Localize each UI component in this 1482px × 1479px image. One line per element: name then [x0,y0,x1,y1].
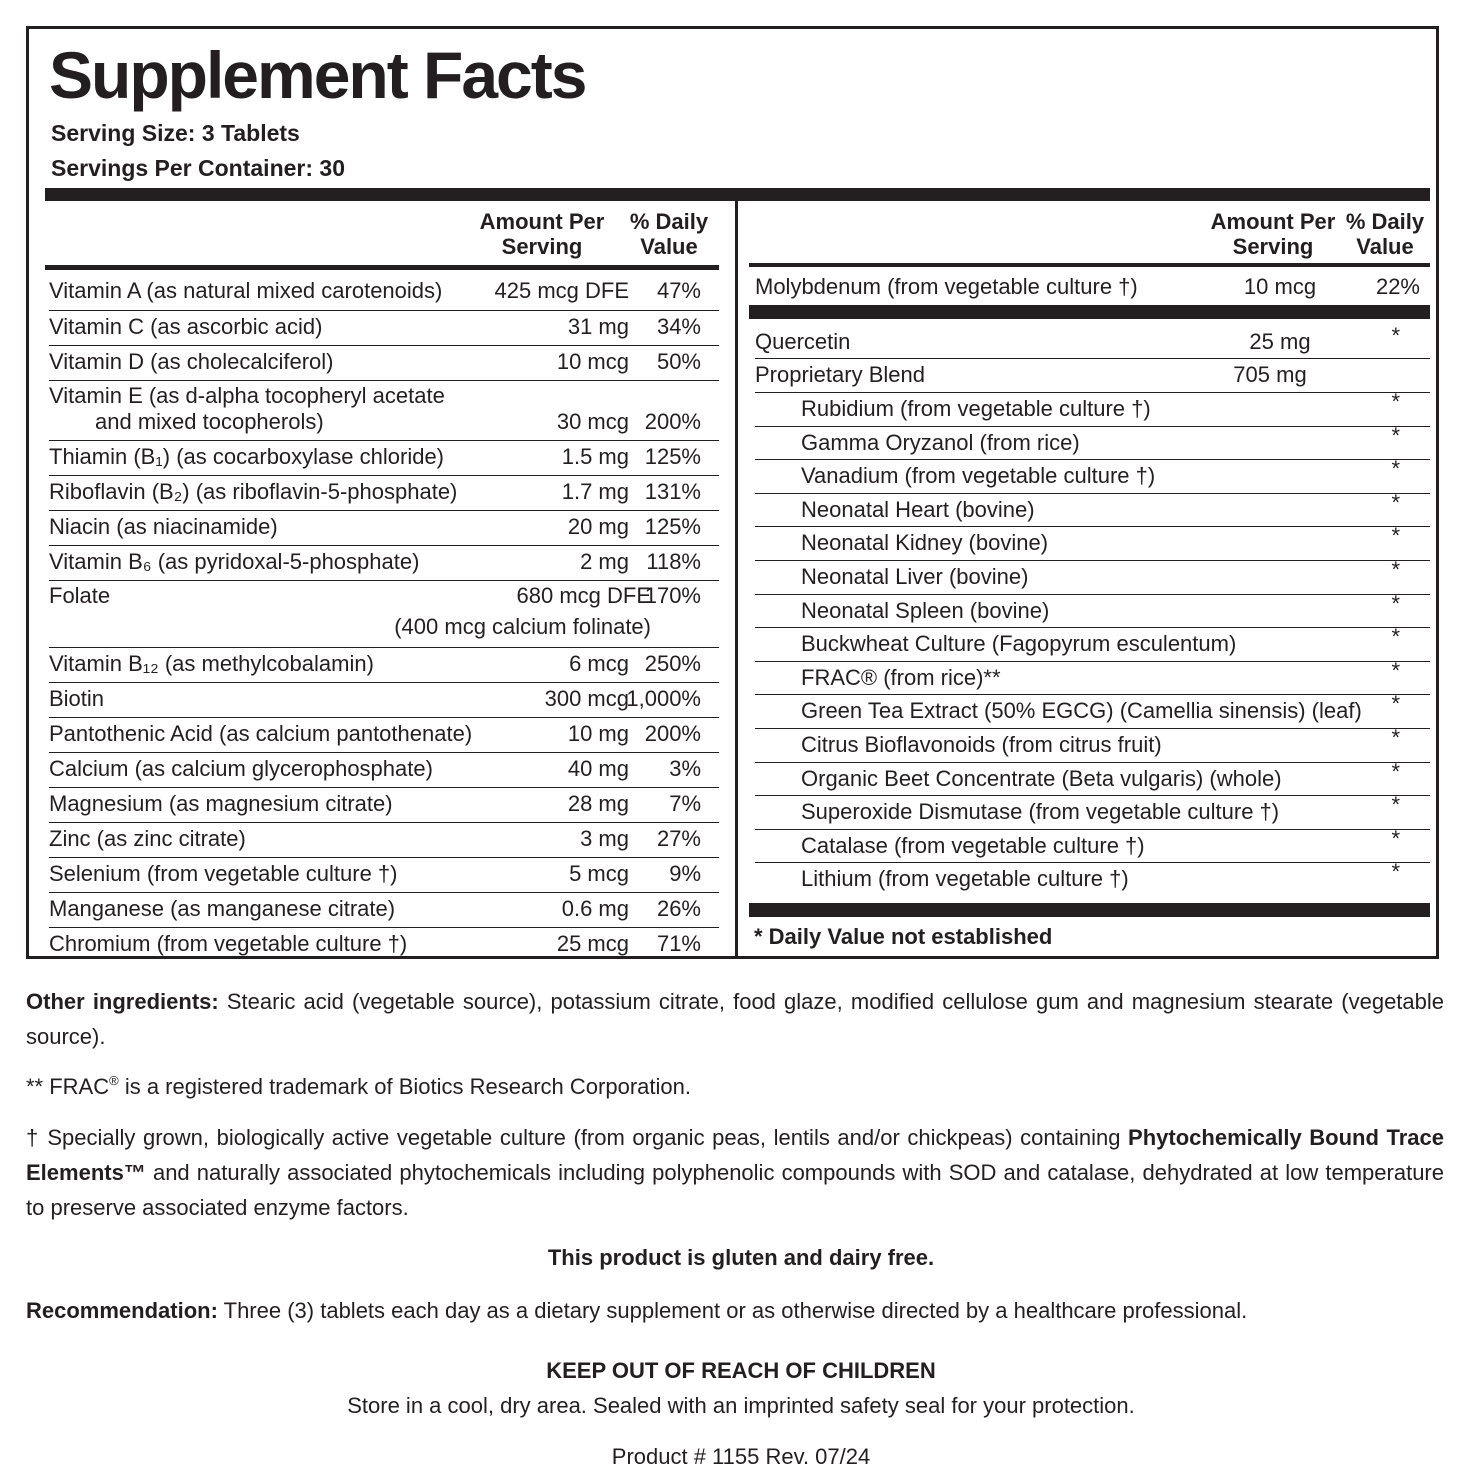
nutrient-name: Thiamin (B₁) (as cocarboxylase chloride) [49,444,445,469]
other-ingredients [26,984,1444,1054]
nutrient-daily-value: 27% [656,826,701,851]
column-divider [735,201,738,959]
daily-value-asterisk: * [1391,725,1400,750]
nutrient-name: Vitamin A (as natural mixed carotenoids) [49,278,443,303]
ingredient-name: FRAC® (from rice)** [801,664,1001,690]
other-ingredients-label: Other ingredients: [26,989,219,1014]
nutrient-amount: 1.7 mg [561,479,629,504]
nutrient-amount: 300 mcg [544,686,629,711]
nutrient-name: Selenium (from vegetable culture †) [49,861,398,886]
right-middle-rule [749,305,1430,319]
nutrient-row [49,275,719,311]
daily-value-asterisk: * [1391,456,1400,482]
ingredient-row [755,590,1430,629]
ingredient-name: Neonatal Kidney (bovine) [801,530,1049,556]
vegetable-culture-note [26,1120,1444,1225]
nutrient-amount: 20 mg [567,514,629,539]
right-amount-header [1203,209,1343,259]
daily-value-asterisk: * [1391,523,1400,549]
nutrient-name: Riboflavin (B₂) (as riboflavin-5-phosphate) [49,479,458,504]
ingredient-row [755,523,1430,561]
servings-per-container: Servings Per Container: 30 [51,155,345,181]
ingredient-name: Citrus Bioflavonoids (from citrus fruit) [801,732,1162,757]
nutrient-daily-value: 47% [656,278,701,303]
frac-trademark-note [26,1069,1444,1104]
header-line: % Daily [629,209,709,234]
nutrient-daily-value: 118% [646,549,701,574]
recommendation [26,1293,1444,1328]
culture-note-end: and naturally associated phytochemicals including polyphenolic compounds with SOD and catalase, dehydrated at low temperature to preserve associated enzyme factors. [26,1160,1444,1220]
nutrient-row [49,346,719,381]
nutrient-daily-value: 26% [656,896,701,921]
ingredient-row [755,859,1430,897]
nutrient-daily-value: 125% [644,514,701,539]
nutrient-daily-value: 125% [644,444,701,469]
nutrient-amount: 0.6 mg [561,896,629,921]
nutrient-row [49,683,719,718]
nutrient-daily-value: 9% [669,861,701,886]
nutrient-daily-value: 71% [656,931,701,956]
ingredient-name: Neonatal Liver (bovine) [801,564,1029,589]
ingredient-amount: 25 mg [1249,329,1311,354]
ingredient-name: Organic Beet Concentrate (Beta vulgaris) (whole) [801,765,1282,791]
left-header-rule [45,265,719,270]
nutrient-name: Magnesium (as magnesium citrate) [49,791,393,816]
ingredient-row [755,624,1430,662]
header-line: % Daily [1345,209,1425,234]
nutrient-row [49,858,719,893]
left-daily-value-header [619,209,719,259]
top-thick-rule [45,188,1430,201]
nutrient-name: Vitamin B₆ (as pyridoxal-5-phosphate) [49,549,420,574]
right-bottom-rule [749,903,1430,917]
ingredient-row [755,359,1430,393]
ingredient-name: Proprietary Blend [755,362,925,387]
nutrient-row [49,823,719,858]
nutrient-daily-value: 200% [644,721,701,746]
nutrient-name: Calcium (as calcium glycerophosphate) [49,756,433,781]
right-header-rule [749,263,1430,267]
frac-note-start: ** FRAC [26,1074,110,1099]
nutrient-name: Chromium (from vegetable culture †) [49,931,408,956]
ingredient-name: Buckwheat Culture (Fagopyrum esculentum) [801,631,1237,657]
panel-title: Supplement Facts [49,38,586,112]
nutrient-daily-value: 7% [669,791,701,816]
nutrient-amount: 28 mg [567,791,629,816]
nutrient-name: Vitamin C (as ascorbic acid) [49,314,323,339]
nutrient-name: Vitamin D (as cholecalciferol) [49,349,334,374]
nutrient-row [49,511,719,546]
daily-value-asterisk: * [1391,657,1400,683]
nutrient-amount: 3 mg [580,826,629,851]
ingredient-row [755,422,1430,461]
daily-value-footnote: * Daily Value not established [754,924,1053,949]
ingredient-row [755,758,1430,797]
nutrient-row [49,788,719,823]
molybdenum-row [755,273,1430,305]
nutrient-amount: 40 mg [567,756,629,781]
daily-value-asterisk: * [1391,389,1400,414]
nutrient-name: Biotin [49,686,105,711]
folate-source: (400 mcg calcium folinate) [394,614,651,639]
ingredient-name: Gamma Oryzanol (from rice) [801,429,1080,455]
ingredient-name: Quercetin [755,329,851,354]
ingredient-name: Lithium (from vegetable culture †) [801,866,1129,892]
daily-value-asterisk: * [1391,825,1400,851]
header-line: Amount Per [1210,209,1336,234]
nutrient-row [49,311,719,346]
supplement-facts-panel [26,26,1439,959]
ingredient-amount: 705 mg [1233,362,1307,387]
nutrient-amount: 6 mcg [569,651,629,676]
storage-instructions: Store in a cool, dry area. Sealed with an imprinted safety seal for your protection. [347,1393,1135,1418]
ingredient-name: Catalase (from vegetable culture †) [801,832,1145,858]
daily-value-asterisk: * [1391,323,1400,348]
nutrient-row [49,546,719,581]
ingredient-name: Vanadium (from vegetable culture †) [801,463,1156,489]
nutrient-name: Vitamin E (as d-alpha tocopheryl acetate [49,383,445,408]
nutrient-row [49,381,719,441]
nutrient-name: Niacin (as niacinamide) [49,514,278,539]
daily-value-asterisk: * [1391,758,1400,784]
nutrient-row [49,928,719,960]
nutrient-row [49,476,719,511]
product-number: Product # 1155 Rev. 07/24 [611,1444,871,1469]
ingredient-row [755,657,1430,696]
ingredient-row [755,725,1430,763]
header-line: Amount Per [479,209,605,234]
nutrient-amount: 10 mg [567,721,629,746]
nutrient-amount: 425 mcg DFE [494,278,629,303]
ingredient-row [755,389,1430,427]
nutrient-amount: 30 mcg [556,409,629,434]
daily-value-asterisk: * [1391,859,1400,885]
daily-value-asterisk: * [1391,557,1400,582]
nutrient-daily-value: 131% [644,479,701,504]
nutrient-name: Pantothenic Acid (as calcium pantothenate) [49,721,473,746]
nutrient-name: Molybdenum (from vegetable culture †) [755,274,1138,299]
nutrient-row [49,648,719,683]
culture-note-start: † Specially grown, biologically active vegetable culture (from organic peas, lentils and/or chickpeas) containing [26,1125,1129,1150]
nutrient-daily-value: 22% [1375,274,1420,299]
ingredient-row [755,456,1430,494]
ingredient-name: Rubidium (from vegetable culture †) [801,396,1151,421]
ingredient-name: Neonatal Spleen (bovine) [801,597,1050,623]
serving-size: Serving Size: 3 Tablets [51,120,300,146]
nutrient-row [49,581,719,648]
daily-value-asterisk: * [1391,691,1400,717]
gluten-dairy-free-note: This product is gluten and dairy free. [547,1245,935,1270]
nutrient-name: Folate [49,583,111,608]
ingredient-row [755,691,1430,729]
nutrient-daily-value: 170% [644,583,701,608]
daily-value-asterisk: * [1391,489,1400,515]
nutrient-amount: 25 mcg [556,931,629,956]
header-line: Value [1356,234,1414,259]
recommendation-label: Recommendation: [26,1298,218,1323]
ingredient-row [755,792,1430,830]
header-line: Value [640,234,698,259]
ingredient-row [755,323,1430,359]
nutrient-amount: 680 mcg DFE [516,583,651,608]
child-warning: KEEP OUT OF REACH OF CHILDREN [546,1358,936,1383]
frac-note-end: is a registered trademark of Biotics Research Corporation. [118,1074,691,1099]
nutrient-row [49,441,719,476]
nutrient-daily-value: 250% [644,651,701,676]
right-daily-value-header [1335,209,1435,259]
ingredient-name: Superoxide Dismutase (from vegetable culture †) [801,799,1280,825]
nutrient-row [49,893,719,928]
header-line: Serving [501,234,583,259]
registered-mark: ® [109,1073,119,1088]
recommendation-text: Three (3) tablets each day as a dietary supplement or as otherwise directed by a healthcare professional. [217,1298,1248,1323]
nutrient-daily-value: 200% [644,409,701,434]
nutrient-name: Vitamin B₁₂ (as methylcobalamin) [49,651,374,676]
nutrient-daily-value: 50% [656,349,701,374]
nutrient-amount: 10 mcg [556,349,629,374]
ingredient-name: Neonatal Heart (bovine) [801,496,1035,522]
nutrient-amount: 5 mcg [569,861,629,886]
ingredient-row [755,489,1430,528]
other-ingredients-text: Stearic acid (vegetable source), potassium citrate, food glaze, modified cellulose gum and magnesium stearate (vegetable source). [26,989,1445,1049]
daily-value-asterisk: * [1391,792,1400,818]
nutrient-amount: 31 mg [567,314,629,339]
nutrient-daily-value: 1,000% [626,686,701,711]
culture-note-bold: Phytochemically Bound Trace Elements™ [26,1125,1444,1185]
nutrient-name-continued: and mixed tocopherols) [95,409,324,434]
nutrient-amount: 1.5 mg [561,444,629,469]
nutrient-row [49,753,719,788]
nutrient-daily-value: 34% [656,314,701,339]
header-line: Serving [1232,234,1314,259]
nutrient-amount: 10 mcg [1243,274,1317,299]
nutrient-amount: 2 mg [580,549,629,574]
nutrient-daily-value: 3% [669,756,701,781]
nutrient-name: Zinc (as zinc citrate) [49,826,246,851]
nutrient-name: Manganese (as manganese citrate) [49,896,396,921]
left-amount-header [472,209,612,259]
ingredient-name: Green Tea Extract (50% EGCG) (Camellia sinensis) (leaf) [801,698,1362,724]
ingredient-row [755,557,1430,595]
daily-value-asterisk: * [1391,624,1400,650]
daily-value-asterisk: * [1391,422,1400,448]
nutrient-row [49,718,719,753]
daily-value-asterisk: * [1391,590,1400,616]
ingredient-row [755,825,1430,864]
